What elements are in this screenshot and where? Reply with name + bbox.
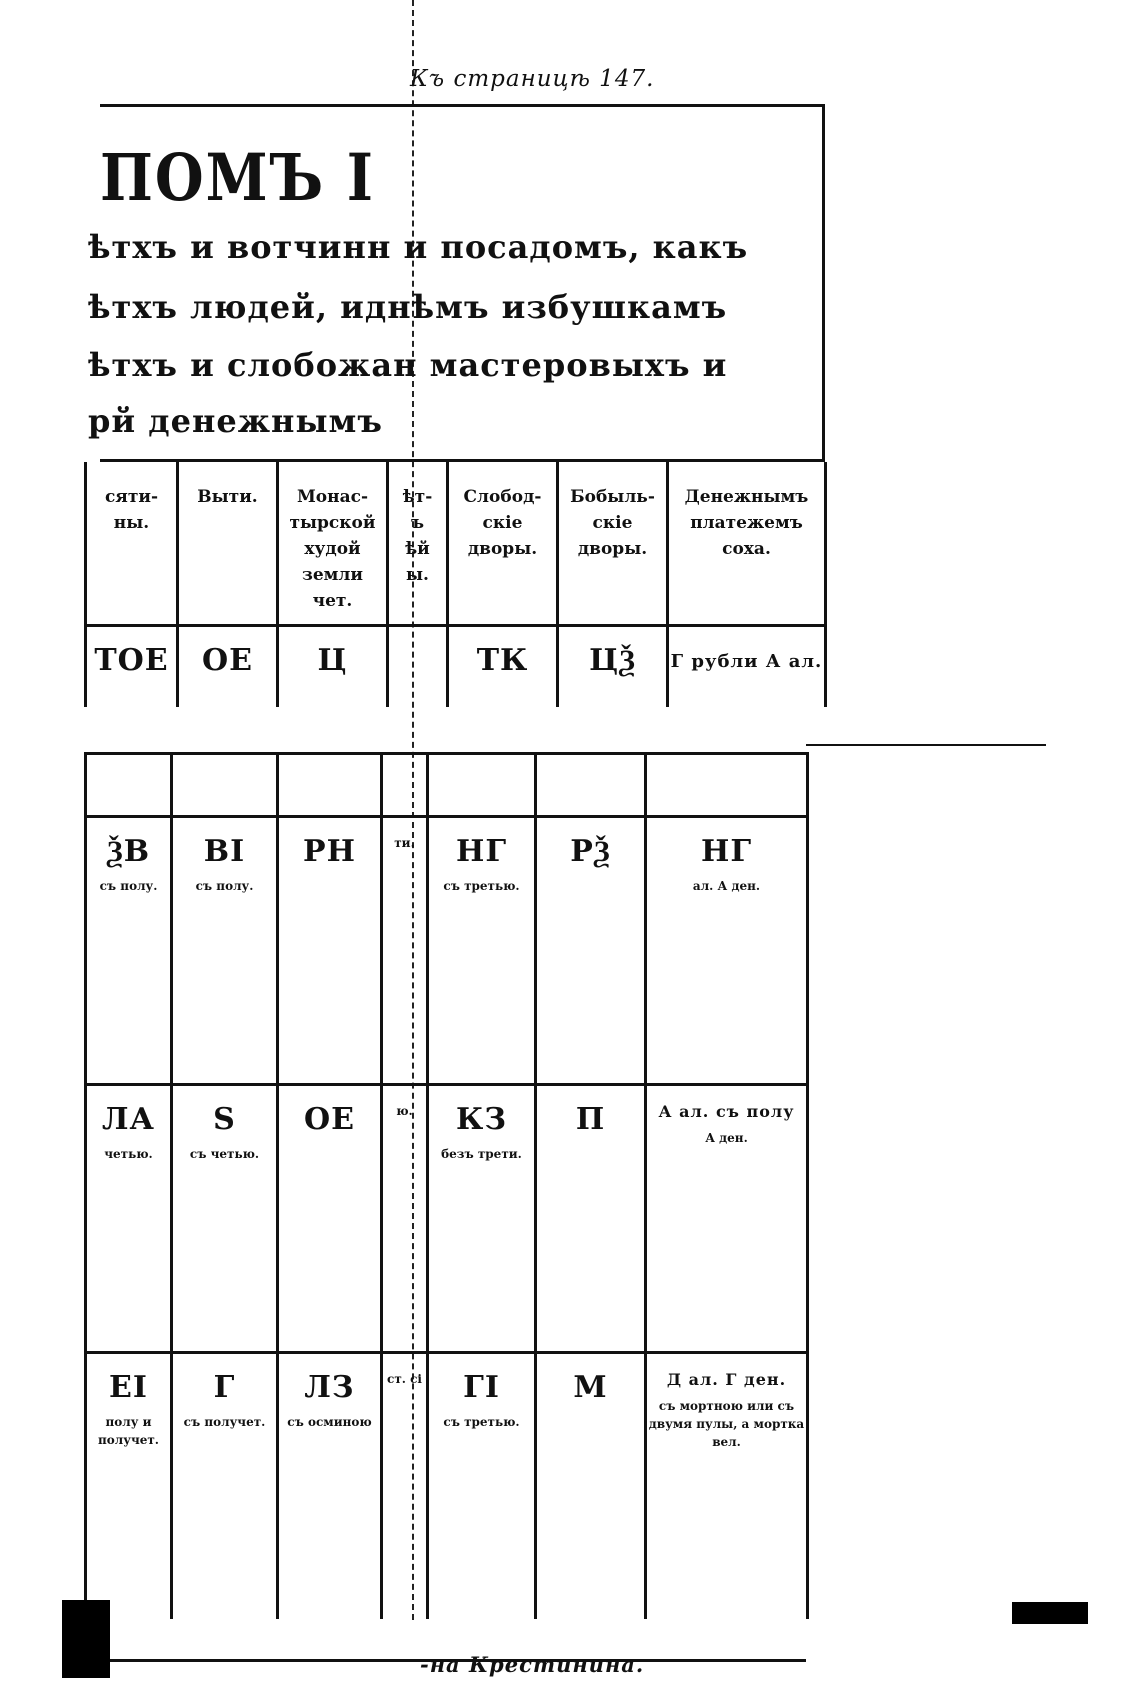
- scan-blot: [62, 1600, 110, 1678]
- table-cell: ЕІ полу и получет.: [86, 1353, 172, 1620]
- table-cell: П: [536, 1085, 646, 1353]
- table-cell: ГІ съ третью.: [428, 1353, 536, 1620]
- table-cell: ОЕ: [278, 1085, 382, 1353]
- table-cell: Г съ получет.: [172, 1353, 278, 1620]
- footer-caption: -на Крестинина.: [420, 1652, 645, 1677]
- table-cell: [536, 754, 646, 817]
- table-cell: М: [536, 1353, 646, 1620]
- table-cell: НГ съ третью.: [428, 817, 536, 1085]
- col-header-monastery-land: Монас- тырской худой земли чет.: [278, 462, 388, 626]
- title-line-2: ѣтхъ людей, иднѣмъ избушкамъ: [88, 288, 728, 326]
- table-cell: ТК: [448, 626, 558, 708]
- table-cell: [428, 754, 536, 817]
- table-cell: [646, 754, 808, 817]
- table-cell: РѮ: [536, 817, 646, 1085]
- lower-table: [84, 752, 809, 1619]
- table-cell: [388, 626, 448, 708]
- table-cell: Ѕ съ четью.: [172, 1085, 278, 1353]
- table-cell: РН: [278, 817, 382, 1085]
- title-line-1: ѣтхъ и вотчинн и посадомъ, какъ: [88, 228, 749, 266]
- scan-blot: [1012, 1602, 1088, 1624]
- table-cell: ст. сі: [382, 1353, 428, 1620]
- table-cell: [278, 754, 382, 817]
- page-reference: Къ страницѣ 147.: [410, 66, 655, 92]
- col-header-vyti: Выти.: [178, 462, 278, 626]
- table-cell: НГ ал. А ден.: [646, 817, 808, 1085]
- table-row: [86, 1085, 808, 1353]
- table-cell: ЛА четью.: [86, 1085, 172, 1353]
- upper-table: [84, 462, 827, 707]
- col-header-bobyl-yards: Бобыль- скіе дворы.: [558, 462, 668, 626]
- table-cell: ВІ съ полу.: [172, 817, 278, 1085]
- table-cell: А ал. съ полу А ден.: [646, 1085, 808, 1353]
- page-title: ПОМЪ І: [100, 140, 375, 216]
- col-header-sloboda-yards: Слобод- скіе дворы.: [448, 462, 558, 626]
- table-cell: [86, 754, 172, 817]
- table-cell: ТОЕ: [86, 626, 178, 708]
- paste-edge-line: [806, 744, 1046, 746]
- table-cell: Д ал. Г ден. съ мортною или съ двумя пулы, а мортка вел.: [646, 1353, 808, 1620]
- table-cell: ѮВ съ полу.: [86, 817, 172, 1085]
- table-cell: ти.: [382, 817, 428, 1085]
- col-header-dessiatiny: сяти- ны.: [86, 462, 178, 626]
- table-cell: КЗ безъ трети.: [428, 1085, 536, 1353]
- table-cell: [172, 754, 278, 817]
- table-row: [86, 1353, 808, 1620]
- table-cell: ЛЗ съ осминою: [278, 1353, 382, 1620]
- col-header-cut: ѣт- ъ ѣй ы.: [388, 462, 448, 626]
- table-cell: Г рубли А ал.: [668, 626, 826, 708]
- table-cell: Ц: [278, 626, 388, 708]
- title-line-3: ѣтхъ и слобожан мастеровыхъ и: [88, 346, 728, 384]
- title-line-4: рй денежнымъ: [88, 402, 383, 440]
- table-cell: ЦѮ: [558, 626, 668, 708]
- col-header-money-payment: Денежнымъ платежемъ соха.: [668, 462, 826, 626]
- table-cell: ю.: [382, 1085, 428, 1353]
- table-row: [86, 817, 808, 1085]
- table-cell: ОЕ: [178, 626, 278, 708]
- table-cell: [382, 754, 428, 817]
